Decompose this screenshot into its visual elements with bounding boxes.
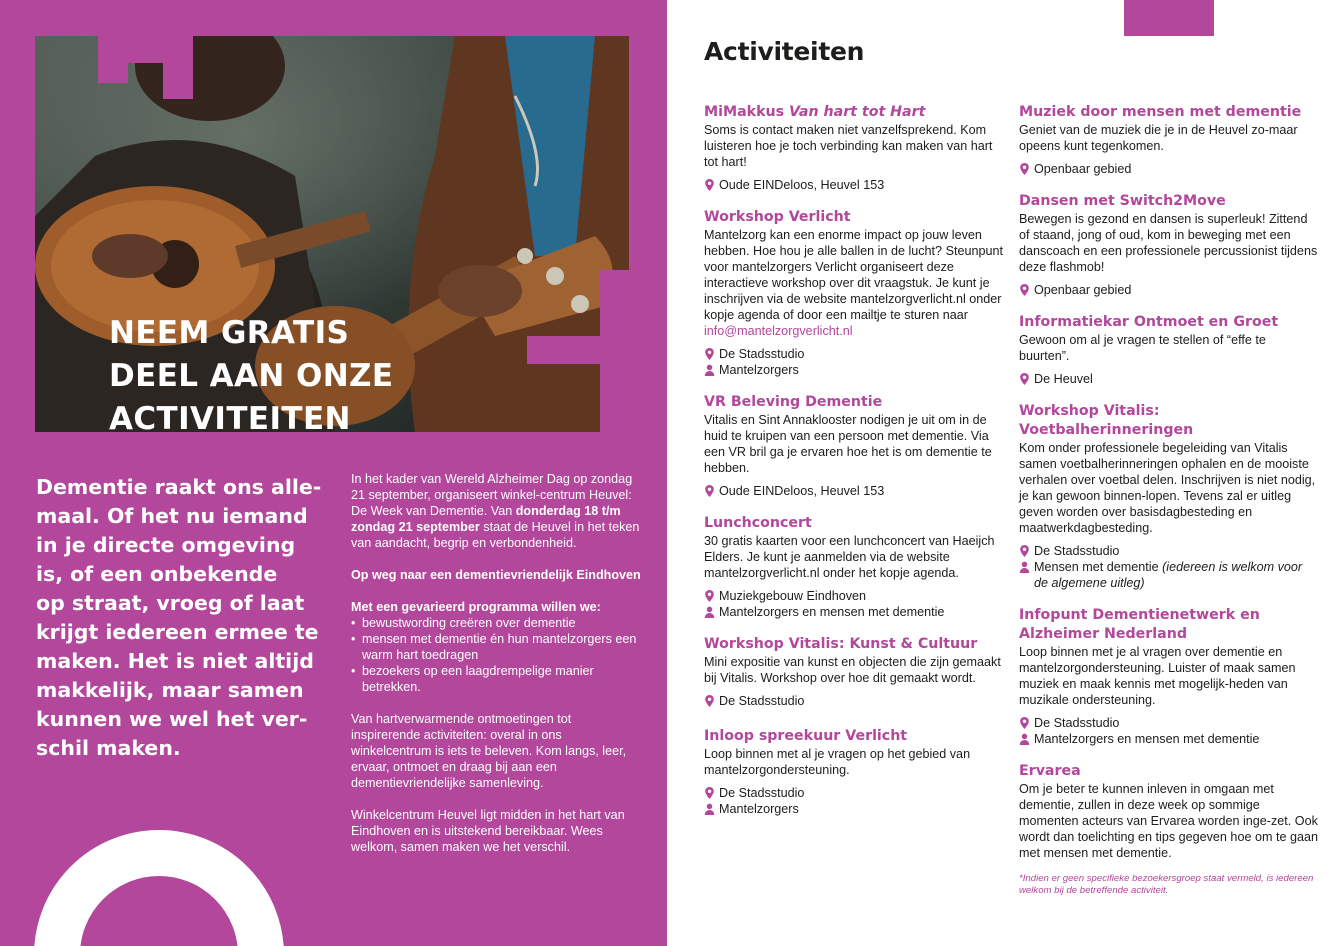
activity-meta <box>704 483 1004 499</box>
goals-list-block <box>351 599 641 695</box>
activity-item <box>1019 192 1319 298</box>
description-text: Mantelzorg kan een enorme impact op jouw leven hebben. Hoe hou je alle ballen in de lucht? Steunpunt voor mantelzorgers Verlicht organiseert deze interactieve workshop over dit vraagstuk. Je kunt je inschrijven via de website mantelzorgverlicht.nl onder kopje agenda of door een mailtje te sturen naar <box>704 228 1003 322</box>
activity-title: Lunchconcert <box>704 515 812 531</box>
location-row <box>704 693 1004 709</box>
audience-text: Mantelzorgers <box>719 802 799 816</box>
email-link[interactable]: info@mantelzorgverlicht.nl <box>704 324 853 338</box>
activity-description: Gewoon om al je vragen te stellen of “effe te buurten”. <box>1019 333 1266 363</box>
decorative-ring <box>34 830 284 946</box>
intro-line: schil maken. <box>36 736 181 760</box>
location-text: Openbaar gebied <box>1034 283 1132 297</box>
audience-text: Mantelzorgers en mensen met dementie <box>719 605 945 619</box>
location-row <box>1019 543 1319 559</box>
corner-bracket <box>527 336 629 364</box>
corner-bracket <box>98 36 193 63</box>
location-text: Oude EINDeloos, Heuvel 153 <box>719 484 885 498</box>
title-text: MiMakkus <box>704 104 790 120</box>
activity-title <box>704 103 1004 122</box>
location-row <box>704 588 1004 604</box>
activity-description: Geniet van de muziek die je in de Heuvel zo-maar opeens kunt tegenkomen. <box>1019 123 1298 153</box>
activity-description: Mini expositie van kunst en objecten die zijn gemaakt bij Vitalis. Workshop over hoe dit gemaakt wordt. <box>704 655 1001 685</box>
audience-row <box>704 604 1004 620</box>
subheading-text: Op weg naar een dementievriendelijk Eindhoven <box>351 568 641 582</box>
activity-meta <box>1019 715 1319 747</box>
location-row <box>1019 715 1319 731</box>
location-pin-icon <box>1019 717 1030 729</box>
location-text: De Stadsstudio <box>719 786 805 800</box>
hero-title-line: DEEL AAN ONZE <box>109 358 394 394</box>
activities-column-left <box>704 103 1004 817</box>
body-text: staat de Heuvel in het teken van aandacht, begrip en verbondenheid. <box>351 520 640 550</box>
right-page <box>667 0 1331 946</box>
activity-item <box>704 103 1004 193</box>
title-text-italic: Van hart tot Hart <box>789 104 926 120</box>
list-item: • mensen met dementie én hun mantelzorgers een warm hart toedragen <box>351 631 641 663</box>
hero-photo <box>35 36 629 432</box>
list-item: • bewustwording creëren over dementie <box>351 615 641 631</box>
intro-line: maken. Het is niet altijd <box>36 649 314 673</box>
activity-title: Ervarea <box>1019 763 1081 779</box>
location-text: De Stadsstudio <box>1034 716 1120 730</box>
body-paragraph <box>351 471 641 551</box>
location-pin-icon <box>704 348 715 360</box>
activity-meta <box>1019 161 1319 177</box>
activity-title: Muziek door mensen met dementie <box>1019 104 1302 120</box>
hero-title <box>109 312 469 432</box>
activity-description: Soms is contact maken niet vanzelfsprekend. Kom luisteren hoe je toch verbinding kan maken van hart tot hart! <box>704 123 993 169</box>
location-pin-icon <box>704 485 715 497</box>
location-text: De Stadsstudio <box>719 347 805 361</box>
activity-title: VR Beleving Dementie <box>704 394 883 410</box>
audience-text: Mensen met dementie <box>1034 560 1163 574</box>
activity-meta <box>1019 543 1319 591</box>
activity-item <box>704 727 1004 817</box>
audience-row <box>1019 731 1319 747</box>
activity-title: Inloop spreekuur Verlicht <box>704 728 908 744</box>
activity-meta <box>1019 371 1319 387</box>
activity-description: Om je beter te kunnen inleven in omgaan met dementie, zullen in deze week op sommige momenten acteurs van Ervarea worden inge-zet. Ook wordt dan toelichting en tips gegeven hoe om te gaan met mensen met dementie. <box>1019 782 1318 860</box>
activity-item <box>1019 402 1319 591</box>
location-row <box>704 346 1004 362</box>
corner-bracket <box>98 63 128 83</box>
body-text: In het kader van Wereld Alzheimer Dag op zondag 21 september, organiseert winkel-centrum Heuvel: De Week van Dementie. Van <box>351 472 633 518</box>
activity-title: Workshop Vitalis: Voetbalherinneringen <box>1019 403 1194 438</box>
location-pin-icon <box>704 179 715 191</box>
goals-list <box>351 615 641 695</box>
body-column <box>351 471 641 871</box>
audience-text: Mantelzorgers <box>719 363 799 377</box>
activity-item <box>1019 103 1319 177</box>
audience-note: (iedereen is welkom voor de algemene uitleg) <box>1034 560 1303 590</box>
intro-line: maal. Of het nu iemand <box>36 504 308 528</box>
body-paragraph: Winkelcentrum Heuvel ligt midden in het hart van Eindhoven en is uitstekend bereikbaar. Wees welkom, samen maken we het verschil. <box>351 808 625 854</box>
location-pin-icon <box>704 787 715 799</box>
audience-row <box>704 801 1004 817</box>
body-paragraph: Van hartverwarmende ontmoetingen tot inspirerende activiteiten: overal in ons winkelcentrum is iets te beleven. Kom langs, leer, ervaar, ontmoet en draag bij aan een dementievriendelijke samenleving. <box>351 712 627 790</box>
list-intro: Met een gevarieerd programma willen we: <box>351 600 601 614</box>
list-item: • bezoekers op een laagdrempelige manier betrekken. <box>351 663 641 695</box>
audience-row <box>1019 559 1319 591</box>
activity-meta <box>704 588 1004 620</box>
audience-text: Mantelzorgers en mensen met dementie <box>1034 732 1260 746</box>
location-text: Muziekgebouw Eindhoven <box>719 589 867 603</box>
person-icon <box>704 364 715 376</box>
activity-meta <box>1019 282 1319 298</box>
person-icon <box>704 803 715 815</box>
activity-item <box>1019 762 1319 861</box>
location-text: De Stadsstudio <box>1034 544 1120 558</box>
intro-line: krijgt iedereen ermee te <box>36 620 319 644</box>
footnote: *Indien er geen specifieke bezoekersgroep staat vermeld, is iedereen welkom bij de betreffende activiteit. <box>1019 873 1314 896</box>
intro-line: makkelijk, maar samen <box>36 678 304 702</box>
intro-line: Dementie raakt ons alle- <box>36 475 322 499</box>
decorative-bar <box>1124 0 1214 36</box>
activity-title: Workshop Verlicht <box>704 209 851 225</box>
location-pin-icon <box>1019 373 1030 385</box>
activity-item <box>1019 606 1319 747</box>
date-range: donderdag 18 t/m zondag 21 september <box>351 504 621 534</box>
hero-title-line: NEEM GRATIS <box>109 315 350 351</box>
location-row <box>1019 161 1319 177</box>
location-row <box>704 785 1004 801</box>
activity-item <box>704 514 1004 620</box>
intro-line: kunnen we wel het ver- <box>36 707 308 731</box>
location-row <box>1019 282 1319 298</box>
activity-item <box>704 393 1004 499</box>
person-icon <box>1019 561 1030 573</box>
activity-item <box>704 635 1004 709</box>
activity-item <box>704 208 1004 378</box>
location-text: De Stadsstudio <box>719 694 805 708</box>
activity-description: Bewegen is gezond en dansen is superleuk! Zittend of staand, jong of oud, kom in beweging met een danscoach en een professionele percussionist tijdens deze flashmob! <box>1019 212 1318 274</box>
activity-title: Informatiekar Ontmoet en Groet <box>1019 314 1279 330</box>
activity-item <box>1019 313 1319 387</box>
location-text: Openbaar gebied <box>1034 162 1132 176</box>
activity-title: Infopunt Dementienetwerk en Alzheimer Nederland <box>1019 607 1260 642</box>
hero-title-line: ACTIVITEITEN <box>109 401 351 432</box>
activity-title: Dansen met Switch2Move <box>1019 193 1226 209</box>
activity-meta <box>704 346 1004 378</box>
body-subheading <box>351 567 641 583</box>
audience-row <box>704 362 1004 378</box>
person-icon <box>704 606 715 618</box>
location-pin-icon <box>1019 545 1030 557</box>
activity-meta <box>704 785 1004 817</box>
activity-meta <box>704 693 1004 709</box>
page-title: Activiteiten <box>704 37 865 66</box>
location-text: De Heuvel <box>1034 372 1093 386</box>
location-row <box>704 177 1004 193</box>
activity-description: 30 gratis kaarten voor een lunchconcert van Haeijch Elders. Je kunt je aanmelden via de website mantelzorgverlicht.nl onder het kopje agenda. <box>704 534 995 580</box>
activity-description: Vitalis en Sint Annaklooster nodigen je uit om in de huid te kruipen van een persoon met dementie. Via een VR bril ga je ervaren hoe het is om dementie te hebben. <box>704 413 992 475</box>
location-pin-icon <box>704 590 715 602</box>
location-pin-icon <box>704 695 715 707</box>
intro-line: is, of een onbekende <box>36 562 278 586</box>
location-pin-icon <box>1019 284 1030 296</box>
intro-line: op straat, vroeg of laat <box>36 591 305 615</box>
location-text: Oude EINDeloos, Heuvel 153 <box>719 178 885 192</box>
activities-column-right <box>1019 103 1319 897</box>
person-icon <box>1019 733 1030 745</box>
activity-meta <box>704 177 1004 193</box>
corner-bracket <box>163 63 193 99</box>
location-pin-icon <box>1019 163 1030 175</box>
location-row <box>704 483 1004 499</box>
activity-description <box>704 227 1004 339</box>
activity-description: Kom onder professionele begeleiding van Vitalis samen voetbalherinneringen ophalen en de mooiste verhalen over voetbal delen. Inschrijven is niet nodig, je kan gewoon binnen-lopen. Tevens zal er uitleg geven worden over basisdagbesteding en maatwerkdagbesteding. <box>1019 441 1316 535</box>
location-row <box>1019 371 1319 387</box>
intro-text <box>36 473 326 763</box>
intro-line: in je directe omgeving <box>36 533 296 557</box>
activity-title: Workshop Vitalis: Kunst & Cultuur <box>704 636 978 652</box>
activity-description: Loop binnen met al je vragen op het gebied van mantelzorgondersteuning. <box>704 747 971 777</box>
activity-description: Loop binnen met je al vragen over dementie en mantelzorgondersteuning. Luister of maak samen muziek en maak kennis met mogelijk-heden van muzikale ondersteuning. <box>1019 645 1296 707</box>
